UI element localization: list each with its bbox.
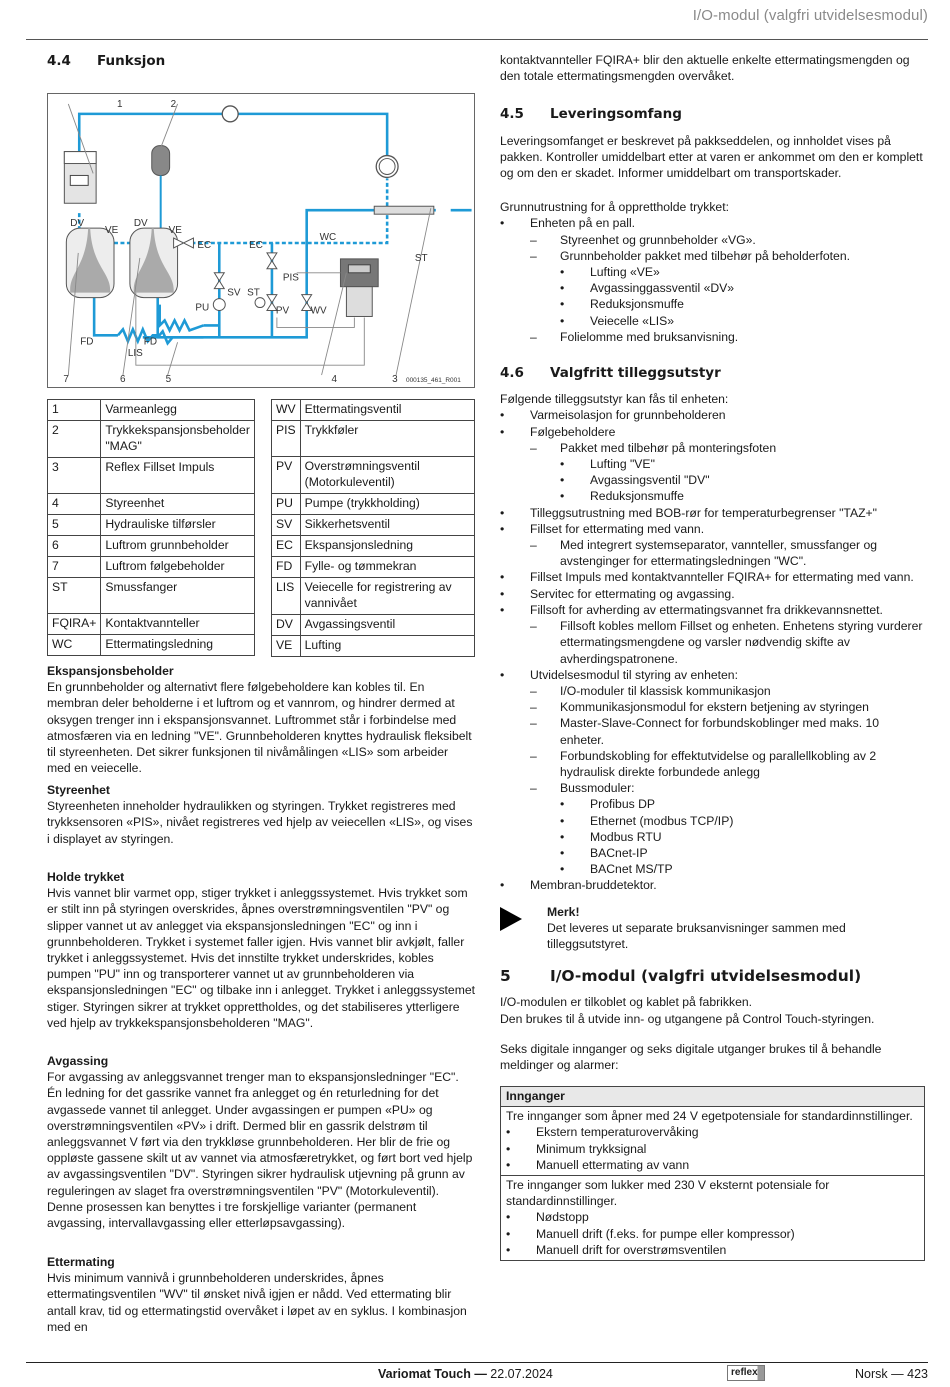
svg-text:6: 6 [119, 374, 126, 386]
list-item: • Profibus DP [560, 796, 925, 812]
list-item: • Minimum trykksignal [506, 1141, 919, 1157]
legend-row: WV Ettermatingsventil [272, 400, 475, 421]
svg-text:ST: ST [247, 287, 260, 299]
list-item: – Fillsoft kobles mellom Fillset og enheten. Enhetens styring vurderer ettermatingsmengdene og varsler nødvendig skifte av avherdingspatronene. [530, 618, 925, 667]
svg-text:3: 3 [392, 374, 398, 386]
table-row: Tre innganger som lukker med 230 V eksternt potensiale for standardinnstillinger. • Nødstopp • Manuell drift (f.eks. for pumpe eller kompressor) • Manuell drift for overstrømsventilen [501, 1175, 924, 1260]
legend-row: EC Ekspansjonsledning [272, 536, 475, 557]
inputs-table [500, 1086, 925, 1261]
paragraph: Leveringsomfanget er beskrevet på pakkseddelen, og innholdet vises på pakken. Kontroller umiddelbart etter at varen er ankommet om den er komplett og om den er skadet. Informer umiddelbart om transportskader. [500, 133, 923, 181]
list-item: • Modbus RTU [560, 829, 925, 845]
paragraph: For avgassing av anleggsvannet trenger man to ekspansjonsledninger "EC". Én ledning for det gassrike vannet fra anlegget og én returledning for det avgassede vannet til anlegget. Under avgassingen er pumpen «PU» og overstrømningsventilen «PV» i drift. Dermed blir en gassrik delstrøm til anleggsvannet V ført via den trykkløse grunnbeholderen. Her blir de frie og oppløste gassene skilt ut av vannet via atmosfæretrykket, og ført bort ved hjelp av avgassingsventilen "DV". Styringen sikrer hydraulisk utjevning på grunn av reguleringen av slaget fra overstrømningsventilen "PV" (Motorkuleventil). Denne prosessen kan benyttes i tre forskjellige varianter (permanent avgassing, intervallavgassing eller etterløpsavgassing). [47, 1070, 473, 1231]
list-item: – Grunnbeholder pakket med tilbehør på beholderfoten. • Lufting «VE» • Avgassinggassventil «DV» • Reduksjonsmuffe • Veiecelle «LIS» [530, 248, 925, 329]
list-item: • Fillsoft for avherding av ettermatingsvannet fra drikkevannsnettet. – Fillsoft kobles mellom Fillset og enheten. Enhetens styring vurderer ettermatingsmengdene og varsler nødvendig skifte av avherdingspatronene. [500, 602, 925, 667]
list-item: – I/O-moduler til klassisk kommunikasjon [530, 683, 925, 699]
legend-row: WC Ettermatingsledning [48, 635, 255, 656]
svg-text:4: 4 [331, 374, 338, 386]
legend-row: VE Lufting [272, 636, 475, 657]
list-item: • Avgassingsventil "DV" [560, 472, 925, 488]
running-header: I/O-modul (valgfri utvidelsesmodul) [692, 7, 928, 24]
styreenhet-block [47, 782, 475, 847]
paragraph: Styreenheten inneholder hydraulikken og styringen. Trykket registreres med trykksensoren «PIS», nivået registreres ved hjelp av veiecellen «LIS», og vises i displayet av styringen. [47, 799, 473, 846]
list-item: • Reduksjonsmuffe [560, 488, 925, 504]
avgassing-block [47, 1053, 475, 1231]
paragraph: En grunnbeholder og alternativt flere følgebeholdere kan kobles til. En membran deler beholderne i et luftrom og et vannrom, og hindrer dermed at oksygen trenger inn i ekspansjonsvannet. Luftrommet står i forbindelse med atmosfæren via en ledning "VE". Grunnbeholderen knyttes hydraulisk fleksibelt til styreenheten. Det sikrer funksjonen til nivåmålingen «LIS» som arbeider med en veiecelle. [47, 680, 472, 776]
list-item: • Nødstopp [506, 1209, 919, 1225]
legend-row: DV Avgassingsventil [272, 615, 475, 636]
list-item: • Tilleggsutrustning med BOB-rør for temperaturbegrenser "TAZ+" [500, 505, 925, 521]
list-item: • Varmeisolasjon for grunnbeholderen [500, 407, 925, 423]
right-column [500, 52, 925, 1073]
footer-document-title: Variomat Touch — 22.07.2024 [378, 1367, 553, 1381]
callout-2: 2 [170, 98, 177, 110]
list-item: • Ethernet (modbus TCP/IP) [560, 813, 925, 829]
svg-text:000135_461_R001: 000135_461_R001 [406, 377, 461, 385]
legend-row: PIS Trykkføler [272, 421, 475, 457]
list-item: – Forbundskobling for effektutvidelse og parallellkobling av 2 hydraulisk direkte forbundede anlegg [530, 748, 925, 780]
list-item: • Membran-bruddetektor. [500, 877, 925, 893]
svg-text:ST: ST [414, 252, 428, 264]
reflex-logo: reflex [727, 1365, 765, 1381]
svg-text:WV: WV [310, 305, 327, 317]
list-item: – Folielomme med bruksanvisning. [530, 329, 925, 345]
legend-row: SV Sikkerhetsventil [272, 515, 475, 536]
svg-text:WC: WC [319, 232, 337, 244]
note-box [500, 904, 925, 953]
list-item: – Styreenhet og grunnbeholder «VG». [530, 232, 925, 248]
list-item: • Enheten på en pall. – Styreenhet og grunnbeholder «VG». – Grunnbeholder pakket med tilbehør på beholderfoten. • Lufting «VE» • Avgassinggassventil «DV» • Reduksjonsmuffe • Veiecelle «LIS» – Folielomme med bruksanvisning. [500, 215, 925, 345]
svg-text:DV: DV [133, 218, 148, 230]
list-item: • Veiecelle «LIS» [560, 313, 925, 329]
section-title: Funksjon [97, 53, 166, 69]
footer-page-number: Norsk — 423 [855, 1367, 928, 1381]
list-item: – Med integrert systemseparator, vannteller, smussfanger og avstenginger for ettermatingsledningen "WC". [530, 537, 925, 569]
paragraph: Følgende tilleggsutstyr kan fås til enheten: [500, 392, 729, 407]
section-number: 4.4 [47, 53, 71, 69]
svg-text:EC: EC [249, 239, 263, 251]
svg-text:PIS: PIS [282, 272, 299, 284]
arrow-right-icon [500, 907, 522, 931]
legend-row: 1 Varmeanlegg [48, 400, 255, 421]
list-item: • Utvidelsesmodul til styring av enheten: – I/O-moduler til klassisk kommunikasjon – Kommunikasjonsmodul for ekstern betjening av styringen – Master-Slave-Connect for forbundskoblinger med maks. 10 enheter. – Forbundskobling for effektutvidelse og parallellkobling av 2 hydraulisk direkte forbundede anlegg – Bussmoduler: • Profibus DP • Ethernet (modbus TCP/IP) • Modbus RTU • BACnet-IP • BACnet MS/TP [500, 667, 925, 878]
continued-paragraph: kontaktvannteller FQIRA+ blir den aktuelle enkelte ettermatingsmengden og den totale ettermatingsmengden overvåket. [500, 53, 910, 84]
svg-text:VE: VE [105, 225, 119, 237]
note-text: Det leveres ut separate bruksanvisninger sammen med tilleggsutstyret. [547, 920, 846, 951]
list-item: • Lufting "VE" [560, 456, 925, 472]
svg-text:DV: DV [70, 218, 85, 230]
ekspansjon-block [47, 663, 475, 776]
list-item: • Manuell drift for overstrømsventilen [506, 1242, 919, 1258]
callout-1: 1 [116, 98, 123, 110]
list-item: • Fillset Impuls med kontaktvannteller FQIRA+ for ettermating med vann. [500, 569, 925, 585]
table-row: Tre innganger som åpner med 24 V egetpotensiale for standardinnstillinger. • Ekstern temperaturovervåking • Minimum trykksignal • Manuell ettermating av vann [501, 1107, 924, 1175]
legend-row: LIS Veiecelle for registrering av vannivået [272, 578, 475, 615]
subheading: Holde trykket [47, 870, 125, 884]
subheading: Ekspansjonsbeholder [47, 664, 174, 678]
paragraph: Den brukes til å utvide inn- og utgangene på Control Touch-styringen. [500, 1011, 875, 1026]
subheading: Avgassing [47, 1054, 109, 1068]
svg-text:VE: VE [168, 225, 182, 237]
subheading: Styreenhet [47, 783, 110, 797]
svg-text:7: 7 [63, 374, 69, 386]
paragraph: Seks digitale innganger og seks digitale utganger brukes til å behandle meldinger og alarmer: [500, 1041, 882, 1072]
hydraulic-schematic-figure [47, 93, 475, 388]
svg-text:PV: PV [275, 305, 290, 317]
list-item: • Manuell ettermating av vann [506, 1157, 919, 1173]
list-item: • Servitec for ettermating og avgassing. [500, 586, 925, 602]
svg-text:SV: SV [227, 287, 241, 299]
accessories-list [500, 407, 925, 893]
list-title: Grunnutrustning for å opprettholde trykket: [500, 200, 729, 215]
legend-table-right [271, 399, 475, 657]
svg-text:PU: PU [195, 302, 210, 314]
legend-row: PV Overstrømningsventil (Motorkuleventil) [272, 457, 475, 494]
ettermating-block [47, 1254, 475, 1335]
list-item: – Bussmoduler: • Profibus DP • Ethernet (modbus TCP/IP) • Modbus RTU • BACnet-IP • BACnet MS/TP [530, 780, 925, 877]
svg-text:LIS: LIS [127, 348, 143, 360]
legend-row: 6 Luftrom grunnbeholder [48, 536, 255, 557]
legend-row: 7 Luftrom følgebeholder [48, 557, 255, 578]
paragraph: Hvis minimum vannivå i grunnbeholderen underskrides, åpnes ettermatingsventilen "WV" til ønsket nivå igjen er nådd. Ved ettermating blir antall krav, tid og ettermatingstid overvåket i løpet av en syklus. I kombinasjon med en [47, 1271, 467, 1334]
list-item: • Ekstern temperaturovervåking [506, 1124, 919, 1140]
chapter-5-heading: 5 I/O-modul (valgfri utvidelsesmodul) [500, 967, 862, 986]
schematic-diagram [48, 94, 474, 387]
paragraph: I/O-modulen er tilkoblet og kablet på fabrikken. [500, 995, 753, 1010]
list-item: • Lufting «VE» [560, 264, 925, 280]
list-item: – Master-Slave-Connect for forbundskoblinger med maks. 10 enheter. [530, 715, 925, 747]
svg-text:EC: EC [197, 239, 212, 251]
legend-row: 2 Trykkekspansjonsbeholder "MAG" [48, 421, 255, 458]
legend-row: FD Fylle- og tømmekran [272, 557, 475, 578]
list-item: • Reduksjonsmuffe [560, 296, 925, 312]
subheading: Ettermating [47, 1255, 115, 1269]
table-header: Innganger [501, 1087, 924, 1107]
legend-row: 3 Reflex Fillset Impuls [48, 458, 255, 494]
paragraph: Hvis vannet blir varmet opp, stiger trykket i anleggssystemet. Hvis trykket som er stilt inn på styringen overskrides, åpnes overstrømningsventilen "PV" og slipper vannet ut av anlegget via ekspansjonsledningen "EC" og inn i grunnbeholderen. Trykket i systemet faller igjen. Hvis vannet blir avkjølt, faller trykket i anleggssystemet. Hvis det innstilte trykket underskrides, kobles pumpen "PU" inn og transporterer vannet ut av grunnbeholderen via ekspansjonsledningen "EC" og tilbake inn i anlegget. Trykket i anleggssystemet stiger. Styringen sikrer at trykket opprettholdes, og det stabiliseres ytterligere ved hjelp av trykkekspansjonsbeholderen "MAG". [47, 886, 476, 1030]
legend-table-left [47, 399, 255, 656]
svg-text:FD: FD [143, 336, 158, 348]
legend-row: 5 Hydrauliske tilførsler [48, 515, 255, 536]
section-4-6-heading: 4.6 Valgfritt tilleggsutstyr [500, 365, 721, 382]
list-item: • Avgassinggassventil «DV» [560, 280, 925, 296]
header-divider [26, 39, 928, 40]
legend-row: ST Smussfanger [48, 578, 255, 614]
section-4-4-heading [47, 53, 165, 69]
section-4-5-heading: 4.5 Leveringsomfang [500, 106, 682, 123]
legend-row: PU Pumpe (trykkholding) [272, 494, 475, 515]
note-title: Merk! [547, 904, 580, 919]
list-item: • Følgebeholdere – Pakket med tilbehør på monteringsfoten • Lufting "VE" • Avgassingsventil "DV" • Reduksjonsmuffe [500, 424, 925, 505]
footer-divider [26, 1362, 928, 1363]
svg-text:FD: FD [80, 336, 94, 348]
list-item: • BACnet-IP [560, 845, 925, 861]
holde-trykket-block [47, 869, 475, 1031]
list-item: • Manuell drift (f.eks. for pumpe eller kompressor) [506, 1226, 919, 1242]
legend-row: 4 Styreenhet [48, 494, 255, 515]
list-item: • BACnet MS/TP [560, 861, 925, 877]
legend-row: FQIRA+ Kontaktvannteller [48, 614, 255, 635]
delivery-list [500, 215, 925, 345]
list-item: • Fillset for ettermating med vann. – Med integrert systemseparator, vannteller, smussfanger og avstenginger for ettermatingsledningen "WC". [500, 521, 925, 570]
svg-text:5: 5 [165, 374, 172, 386]
list-item: – Kommunikasjonsmodul for ekstern betjening av styringen [530, 699, 925, 715]
